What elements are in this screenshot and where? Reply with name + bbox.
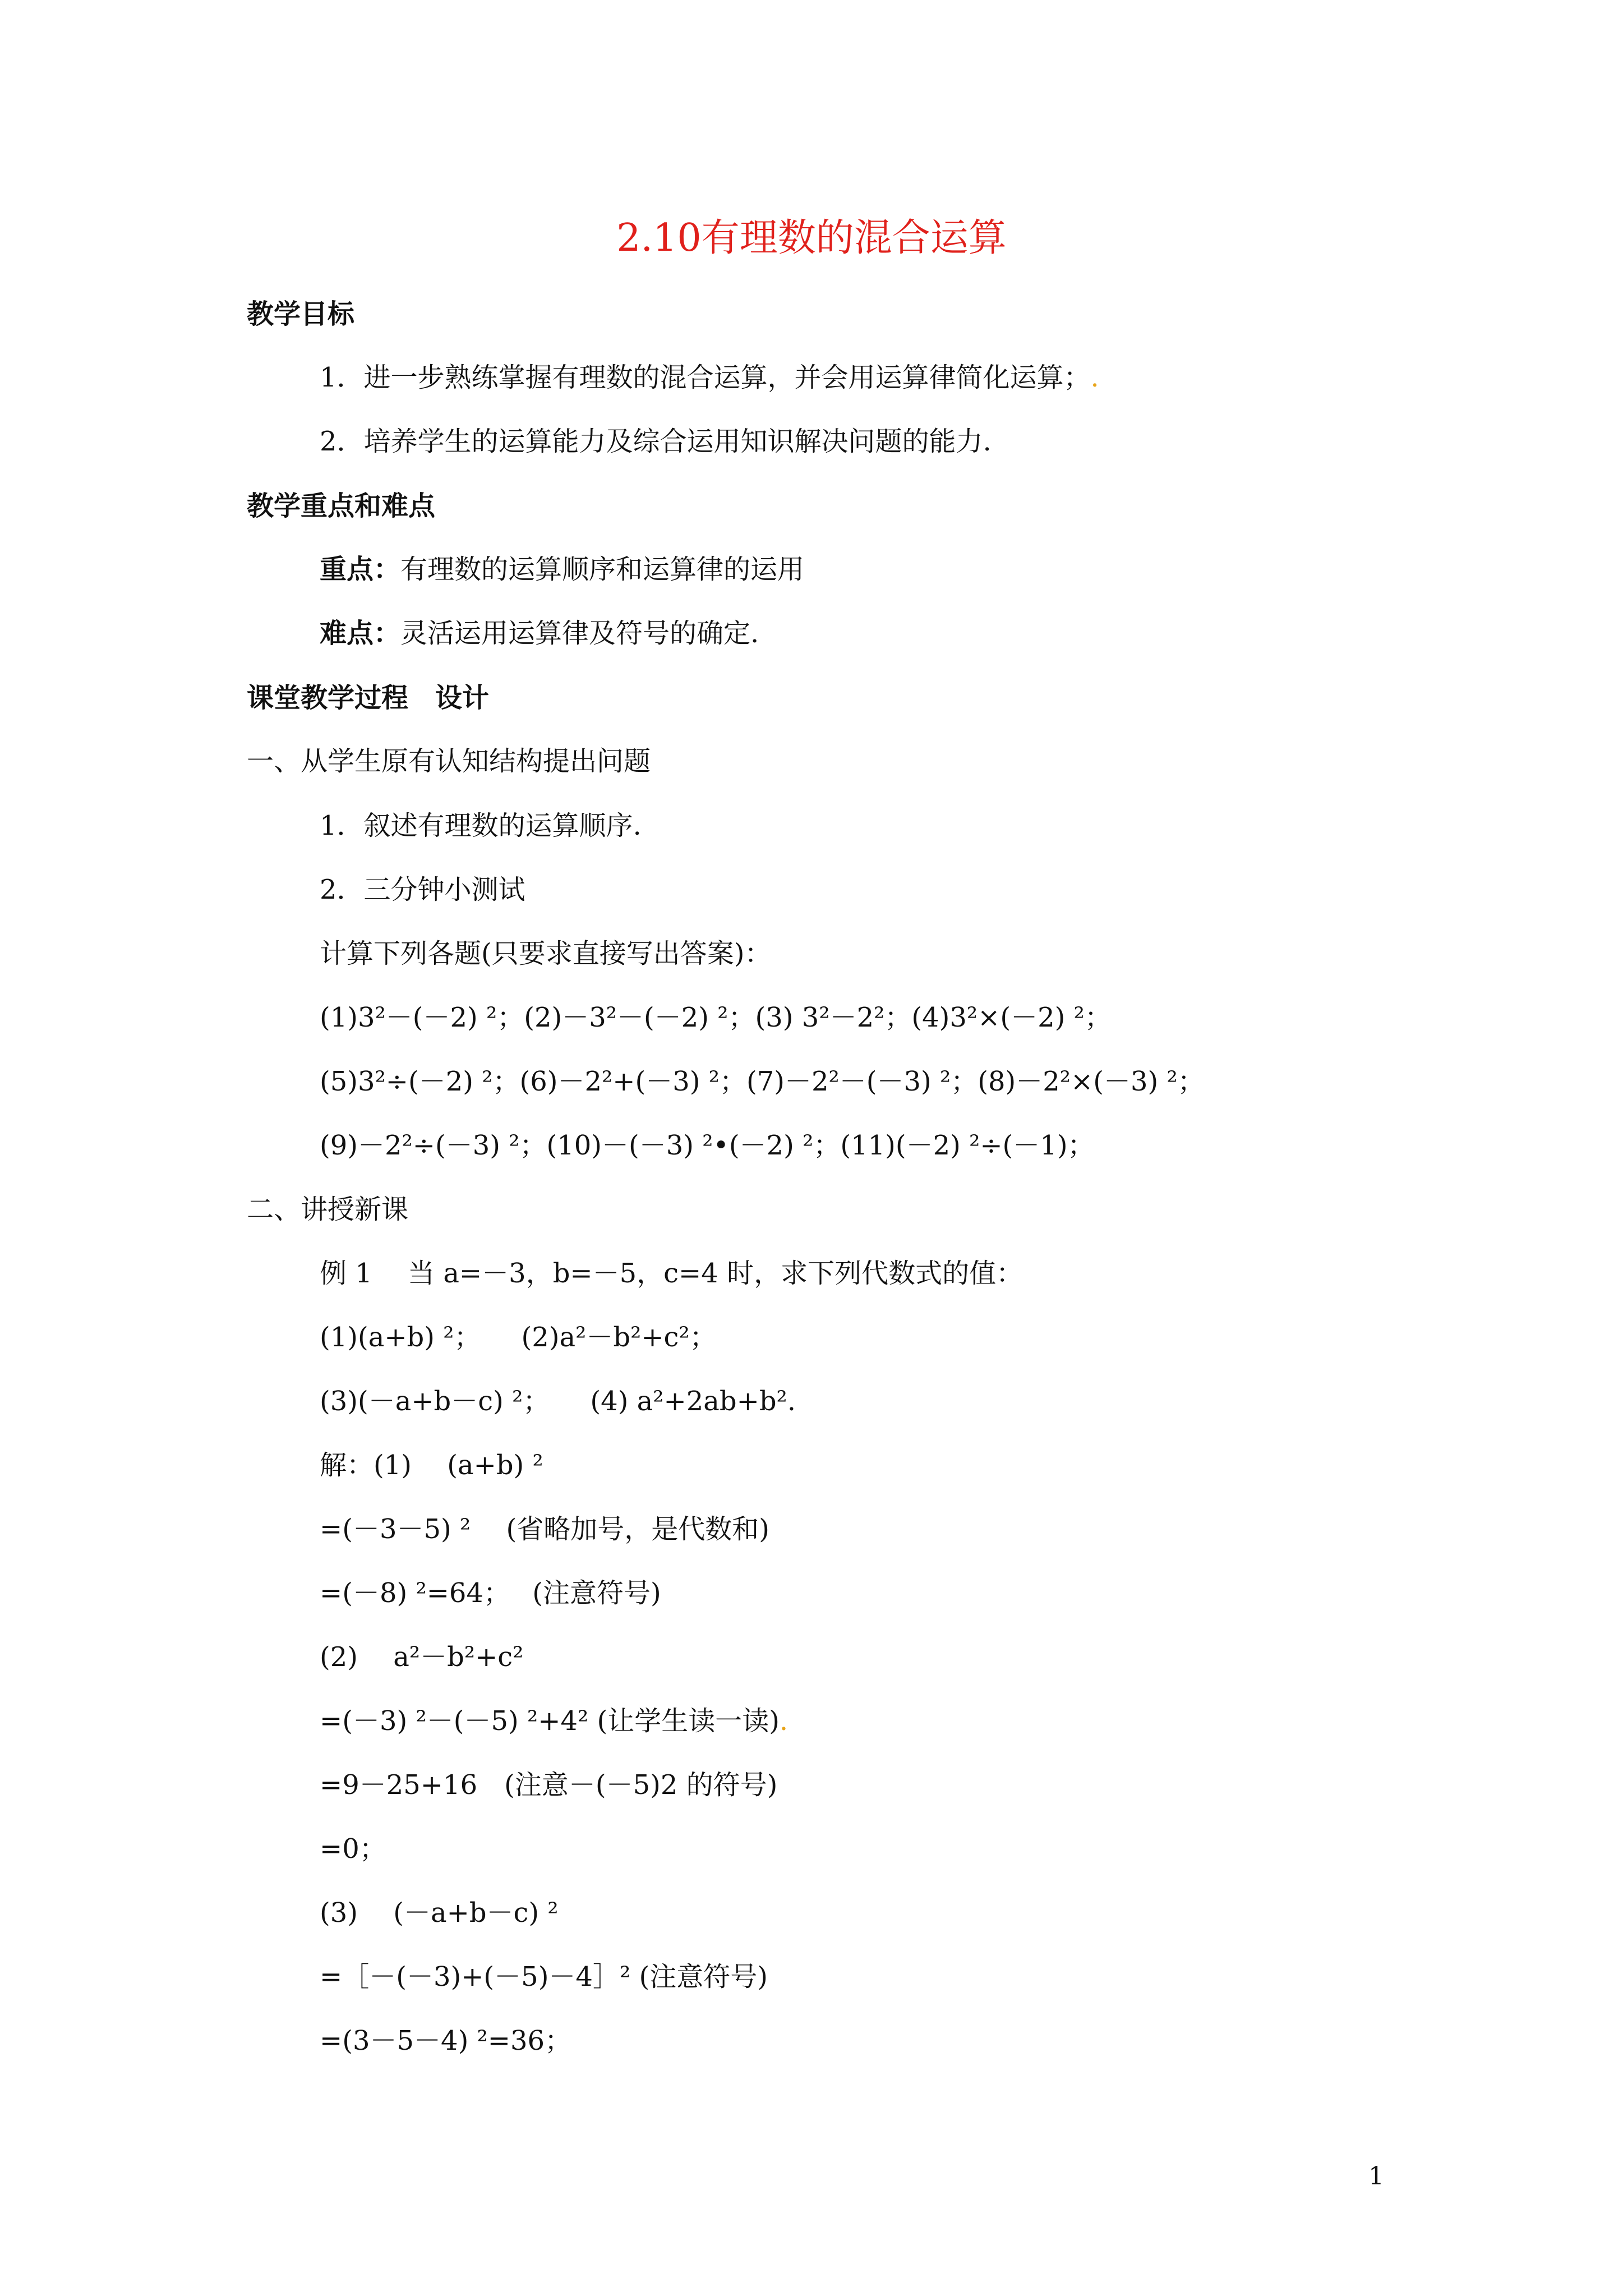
part-one-item-2: 2．三分钟小测试 bbox=[320, 874, 525, 905]
goal-1-mark: . bbox=[1090, 362, 1099, 393]
solution-line-1: 解：(1) (a+b) ² bbox=[320, 1450, 543, 1481]
difficult-point bbox=[320, 616, 759, 650]
solution-line-9: =［－(－3)+(－5)－4］² (注意符号) bbox=[320, 1961, 768, 1993]
goal-1 bbox=[320, 361, 1099, 394]
key-point bbox=[320, 553, 804, 586]
part-one-heading: 一、从学生原有认知结构提出问题 bbox=[247, 746, 651, 777]
exercise-line-3: (9)－2²÷(－3) ²；(10)－(－3) ²•(－2) ²；(11)(－2) ²÷(－1)； bbox=[320, 1130, 1095, 1161]
solution-line-10: =(3－5－4) ²=36； bbox=[320, 2025, 572, 2056]
solution-line-6: =9－25+16 (注意－(－5)2 的符号) bbox=[320, 1769, 778, 1801]
solution-line-3: =(－8) ²=64； (注意符号) bbox=[320, 1577, 661, 1609]
part-one-item-1: 1．叙述有理数的运算顺序. bbox=[320, 810, 642, 841]
difficult-point-text: 灵活运用运算律及符号的确定. bbox=[400, 618, 759, 649]
solution-line-5-mark: . bbox=[779, 1705, 789, 1737]
page-number: 1 bbox=[1368, 2162, 1384, 2191]
goal-1-text: 1．进一步熟练掌握有理数的混合运算，并会用运算律简化运算； bbox=[320, 362, 1091, 393]
key-points-heading: 教学重点和难点 bbox=[247, 490, 436, 522]
solution-line-5 bbox=[320, 1704, 788, 1738]
solution-line-7: =0； bbox=[320, 1833, 386, 1865]
key-point-text: 有理数的运算顺序和运算律的运用 bbox=[400, 554, 805, 585]
solution-line-4: (2) a²－b²+c² bbox=[320, 1641, 524, 1673]
document-title: 2.10有理数的混合运算 bbox=[616, 216, 1007, 260]
part-two-heading: 二、讲授新课 bbox=[247, 1194, 409, 1225]
goals-heading: 教学目标 bbox=[247, 298, 355, 330]
goal-2: 2．培养学生的运算能力及综合运用知识解决问题的能力. bbox=[320, 426, 992, 457]
process-heading: 课堂教学过程 设计 bbox=[247, 682, 490, 714]
solution-line-2: =(－3－5) ² (省略加号，是代数和) bbox=[320, 1513, 769, 1545]
key-point-label: 重点： bbox=[320, 554, 401, 585]
example-intro: 例 1 当 a=－3，b=－5，c=4 时，求下列代数式的值： bbox=[320, 1258, 1023, 1289]
exercise-instruction: 计算下列各题(只要求直接写出答案)： bbox=[320, 938, 772, 969]
difficult-point-label: 难点： bbox=[320, 618, 401, 649]
example-questions-2: (3)(－a+b－c) ²； (4) a²+2ab+b². bbox=[320, 1386, 796, 1417]
solution-line-8: (3) (－a+b－c) ² bbox=[320, 1897, 559, 1929]
example-questions-1: (1)(a+b) ²； (2)a²－b²+c²； bbox=[320, 1322, 717, 1353]
solution-line-5-text: =(－3) ²－(－5) ²+4² (让学生读一读) bbox=[320, 1705, 780, 1737]
exercise-line-2: (5)3²÷(－2) ²；(6)－2²+(－3) ²；(7)－2²－(－3) ²；(8)－2²×(－3) ²； bbox=[320, 1066, 1205, 1097]
exercise-line-1: (1)3²－(－2) ²；(2)－3²－(－2) ²；(3) 3²－2²；(4)3²×(－2) ²； bbox=[320, 1002, 1112, 1033]
